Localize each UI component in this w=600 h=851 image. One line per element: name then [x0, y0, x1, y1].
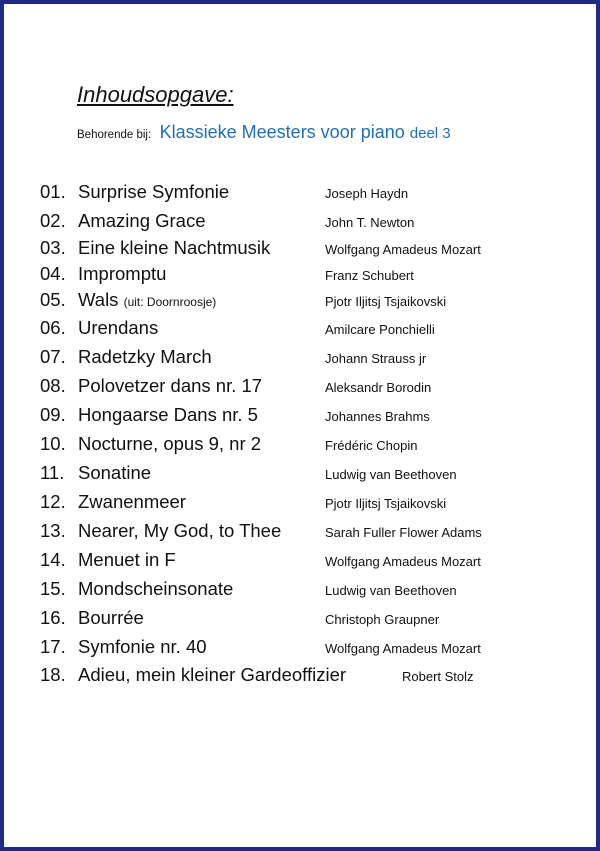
- toc-number: 13.: [40, 520, 66, 541]
- toc-composer: John T. Newton: [325, 215, 415, 230]
- toc-piece-title: Urendans: [78, 317, 159, 338]
- toc-piece-title: Sonatine: [78, 462, 152, 483]
- toc-piece-title: Radetzky March: [78, 346, 212, 367]
- toc-piece: [78, 181, 229, 203]
- toc-number: 07.: [40, 346, 66, 367]
- toc-row: [40, 261, 580, 290]
- page-title: Inhoudsopgave:: [77, 82, 234, 107]
- toc-row: [40, 373, 580, 402]
- toc-number: 03.: [40, 237, 66, 258]
- toc-piece-title: Mondscheinsonate: [78, 578, 234, 599]
- toc-number: 12.: [40, 491, 66, 512]
- toc-number: 04.: [40, 263, 66, 284]
- toc-piece: [78, 520, 281, 542]
- toc-piece-title: Adieu, mein kleiner Gardeoffizier: [78, 664, 347, 685]
- toc-number: 01.: [40, 181, 66, 202]
- toc-number: 02.: [40, 210, 66, 231]
- toc-piece: [78, 607, 144, 629]
- toc-composer: Sarah Fuller Flower Adams: [325, 525, 482, 540]
- toc-row: [40, 287, 580, 316]
- toc-composer: Ludwig van Beethoven: [325, 583, 457, 598]
- toc-row: [40, 179, 580, 208]
- toc-piece: [78, 491, 186, 513]
- toc-piece-title: Nocturne, opus 9, nr 2: [78, 433, 262, 454]
- toc-piece-title: Impromptu: [78, 263, 167, 284]
- toc-composer: Wolfgang Amadeus Mozart: [325, 554, 481, 569]
- toc-row: [40, 431, 580, 460]
- toc-composer: Ludwig van Beethoven: [325, 467, 457, 482]
- toc-composer: Franz Schubert: [325, 268, 414, 283]
- toc-row: [40, 576, 580, 605]
- book-title: [160, 122, 451, 142]
- toc-row: [40, 208, 580, 237]
- toc-composer: Amilcare Ponchielli: [325, 322, 435, 337]
- subtitle: [77, 122, 451, 143]
- book-volume: deel 3: [409, 125, 451, 142]
- toc-piece: [78, 237, 270, 259]
- toc-piece-title: Polovetzer dans nr. 17: [78, 375, 263, 396]
- toc-piece-title: Zwanenmeer: [78, 491, 186, 512]
- toc-row: [40, 662, 580, 691]
- toc-row: [40, 460, 580, 489]
- toc-composer: Wolfgang Amadeus Mozart: [325, 242, 481, 257]
- toc-row: [40, 518, 580, 547]
- toc-piece-title: Bourrée: [78, 607, 144, 628]
- toc-row: [40, 605, 580, 634]
- toc-piece: [78, 317, 158, 339]
- toc-row: [40, 315, 580, 344]
- toc-number: 14.: [40, 549, 66, 570]
- toc-piece: [78, 210, 206, 232]
- toc-number: 11.: [40, 462, 65, 483]
- toc-piece: [78, 404, 258, 426]
- toc-row: [40, 402, 580, 431]
- toc-piece-title: Hongaarse Dans nr. 5: [78, 404, 258, 425]
- toc-number: 18.: [40, 664, 66, 685]
- toc-number: 10.: [40, 433, 66, 454]
- toc-row: [40, 489, 580, 518]
- toc-row: [40, 634, 580, 663]
- toc-number: 15.: [40, 578, 66, 599]
- toc-piece: [78, 346, 212, 368]
- toc-piece: [78, 433, 261, 455]
- toc-number: 08.: [40, 375, 66, 396]
- toc-piece-title: Wals: [78, 289, 119, 310]
- toc-piece-title: Eine kleine Nachtmusik: [78, 237, 271, 258]
- toc-number: 16.: [40, 607, 66, 628]
- toc-piece: [78, 549, 176, 571]
- toc-number: 09.: [40, 404, 66, 425]
- toc-row: [40, 344, 580, 373]
- toc-piece-title: Surprise Symfonie: [78, 181, 230, 202]
- toc-piece-title: Nearer, My God, to Thee: [78, 520, 282, 541]
- toc-composer: Pjotr Iljitsj Tsjaikovski: [325, 294, 447, 309]
- subtitle-prefix: Behorende bij:: [77, 129, 152, 141]
- toc-piece: [78, 289, 216, 311]
- toc-piece: [78, 578, 233, 600]
- toc-piece-note: (uit: Doornroosje): [123, 295, 217, 309]
- toc-piece-title: Symfonie nr. 40: [78, 636, 207, 657]
- toc-piece: [78, 263, 166, 285]
- toc-piece: [78, 375, 262, 397]
- toc-composer: Johann Strauss jr: [325, 351, 427, 366]
- toc-composer: Frédéric Chopin: [325, 438, 418, 453]
- toc-composer: Aleksandr Borodin: [325, 380, 432, 395]
- toc-piece: [78, 664, 346, 686]
- toc-piece: [78, 636, 207, 658]
- toc-number: 05.: [40, 289, 66, 310]
- toc-composer: Wolfgang Amadeus Mozart: [325, 641, 481, 656]
- toc-number: 17.: [40, 636, 66, 657]
- toc-piece-title: Menuet in F: [78, 549, 176, 570]
- toc-composer: Joseph Haydn: [325, 186, 409, 201]
- book-name: Klassieke Meesters voor piano: [159, 122, 405, 142]
- toc-composer: Pjotr Iljitsj Tsjaikovski: [325, 496, 447, 511]
- toc-number: 06.: [40, 317, 66, 338]
- toc-row: [40, 547, 580, 576]
- toc-composer: Robert Stolz: [402, 669, 474, 684]
- toc-composer: Christoph Graupner: [325, 612, 440, 627]
- toc-piece: [78, 462, 151, 484]
- toc-composer: Johannes Brahms: [325, 409, 430, 424]
- toc-piece-title: Amazing Grace: [78, 210, 206, 231]
- toc-row: [40, 235, 580, 264]
